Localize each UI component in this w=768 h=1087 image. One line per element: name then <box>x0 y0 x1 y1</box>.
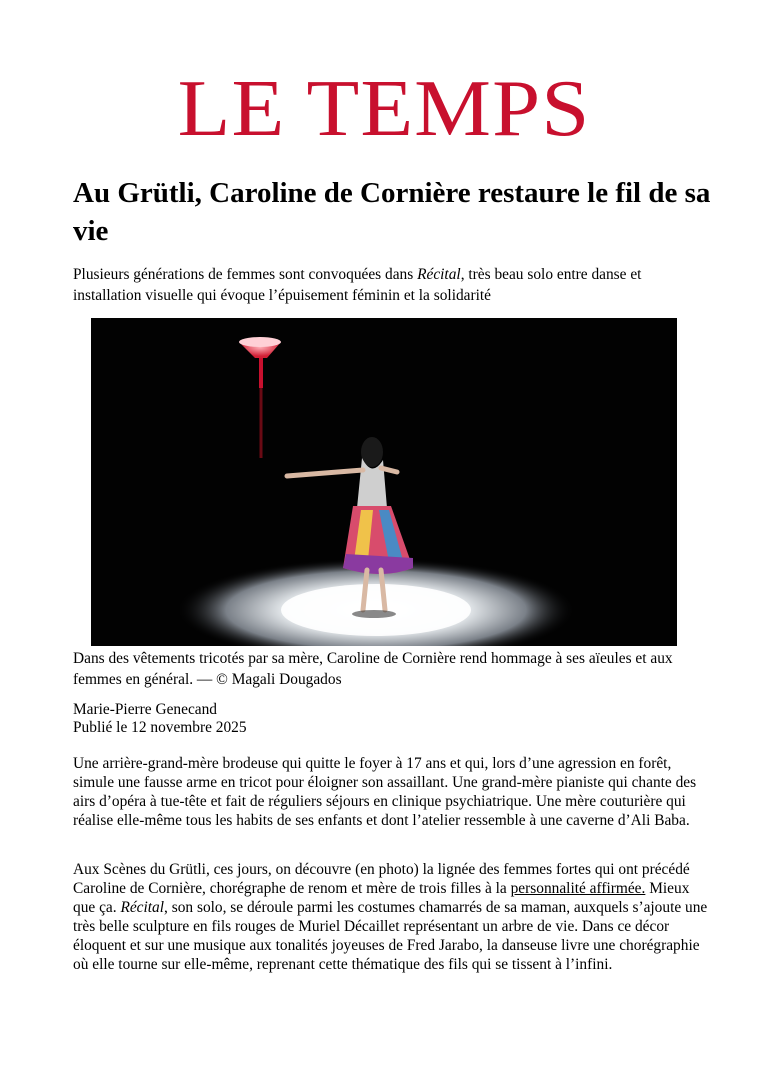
personality-link[interactable]: personnalité affirmée. <box>510 880 646 897</box>
lede-text-start: Plusieurs générations de femmes sont convoquées dans <box>73 266 418 283</box>
lede-italic-title: Récital <box>417 266 461 283</box>
paragraph-text: Mieux que ça. <box>73 880 690 916</box>
publish-date: Publié le 12 novembre 2025 <box>73 719 247 736</box>
show-title-italic: Récital <box>120 899 165 916</box>
body-paragraph <box>73 860 713 974</box>
masthead-logo[interactable]: LE TEMPS <box>177 65 591 153</box>
body-paragraph: Une arrière-grand-mère brodeuse qui quitte le foyer à 17 ans et qui, lors d’une agression en forêt, simule une fausse arme en tricot pour éloigner son assaillant. Une grand-mère pianiste qui chante des airs d’opéra à tue-tête et fait de réguliers séjours en clinique psychiatrique. Une mère couturière qui réalise elle-même tous les habits de ses enfants et dont l’atelier ressemble à une caverne d’Ali Baba. <box>73 755 697 829</box>
paragraph-text: , son solo, se déroule parmi les costumes chamarrés de sa maman, auxquels s’ajoute une très belle sculpture en fils rouges de Muriel Décaillet représentant un arbre de vie. Dans ce décor éloquent et sur une musique aux tonalités joyeuses de Fred Jarabo, la danseuse livre une chorégraphie où elle tourne sur elle-même, reprenant cette thématique des fils qui se tissent à l’infini. <box>73 899 708 973</box>
author-name[interactable]: Marie-Pierre Genecand <box>73 701 217 718</box>
article-headline: Au Grütli, Caroline de Cornière restaure le fil de sa vie <box>73 177 711 247</box>
byline <box>73 701 713 737</box>
lede-text-end: , très beau solo entre danse et installation visuelle qui évoque l’épuisement féminin et la solidarité <box>73 266 642 304</box>
photo-caption: Dans des vêtements tricotés par sa mère, Caroline de Cornière rend hommage à ses aïeules et aux femmes en général. — © Magali Dougados <box>73 650 673 688</box>
dancer-photo-icon <box>91 318 677 646</box>
article-photo <box>91 318 677 646</box>
article-lede <box>73 264 713 306</box>
paragraph-text: Aux Scènes du Grütli, ces jours, on découvre (en photo) la lignée des femmes fortes qui ont précédé Caroline de Cornière, chorégraphe de renom et mère de trois filles à la <box>73 861 690 897</box>
